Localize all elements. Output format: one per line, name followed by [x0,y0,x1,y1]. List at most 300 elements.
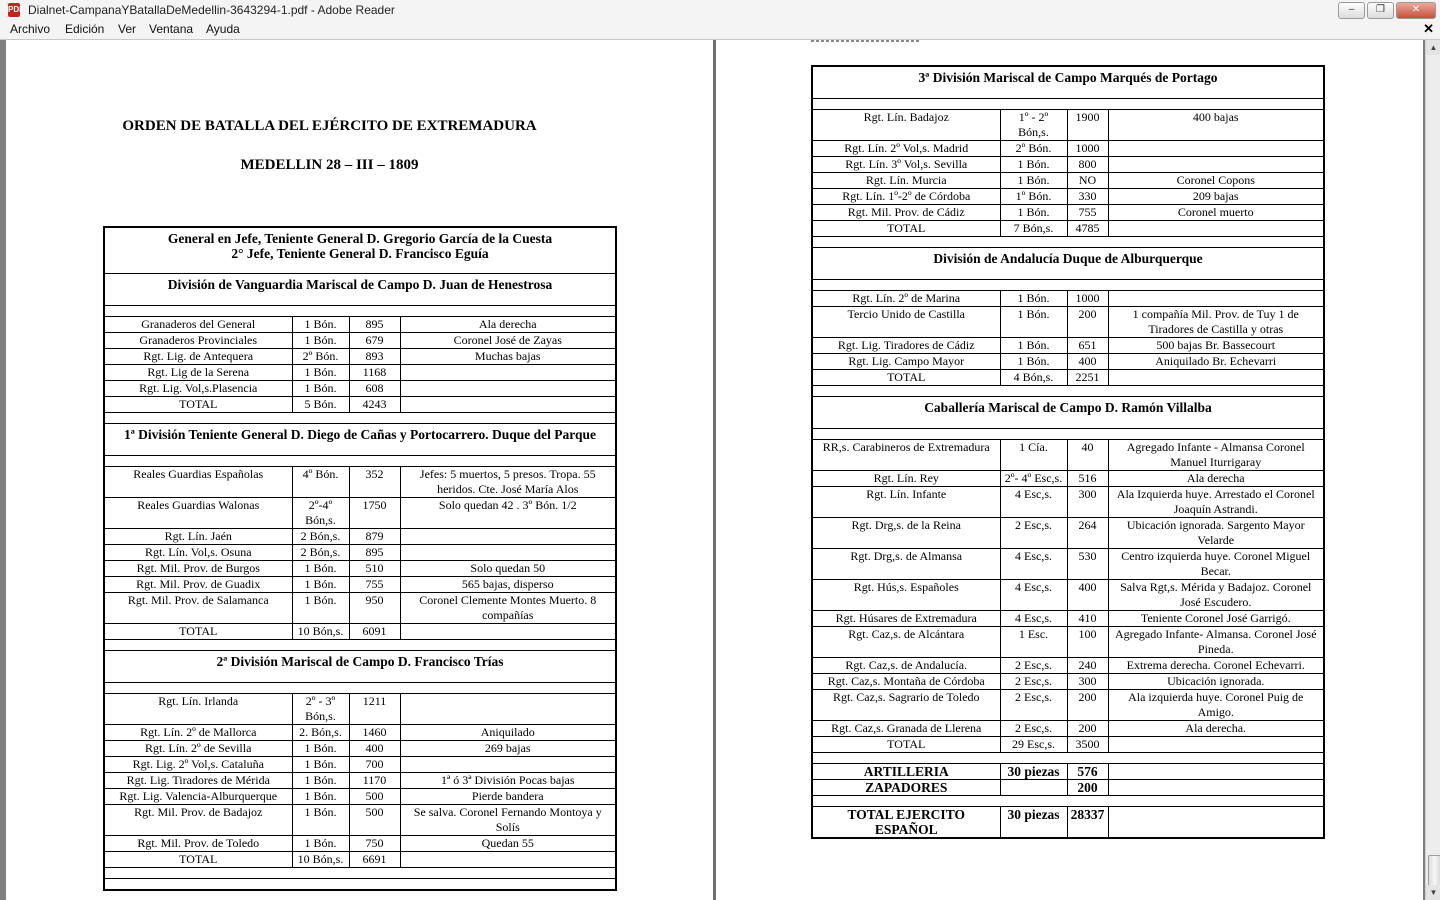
battalions-cell: 5 Bón. [292,397,349,413]
battalions-cell: 1 Bón. [292,773,349,789]
notes-cell [1108,370,1324,386]
notes-cell [1108,141,1324,157]
division-header-row [812,397,1324,429]
menu-ayuda[interactable]: Ayuda [206,22,240,36]
battalions-cell: 1 Bón. [1000,291,1067,307]
notes-cell [400,381,616,397]
strength-cell: 400 [1067,354,1108,370]
battalions-cell: 4 Esc,s. [1000,611,1067,627]
table-row [812,764,1324,780]
battalions-cell: 1 Bón. [292,365,349,381]
battalions-cell: 2 Bón,s. [292,529,349,545]
unit-name-cell: Rgt. Mil. Prov. de Salamanca [104,593,292,624]
pdf-page-right [716,40,1423,900]
scroll-down-icon[interactable]: ▼ [1426,885,1440,900]
table-row [812,690,1324,721]
menu-ventana[interactable]: Ventana [149,22,194,36]
strength-cell: 6691 [349,852,400,868]
unit-name-cell: Rgt. Lín. Irlanda [104,694,292,725]
notes-cell: Ubicación ignorada. [1108,674,1324,690]
command-row [104,227,616,274]
table-row [812,173,1324,189]
notes-cell: Ubicación ignorada. Sargento Mayor Velarde [1108,518,1324,549]
battalions-cell: 1 Bón. [292,757,349,773]
strength-cell: 400 [1067,580,1108,611]
unit-name-cell: Rgt. Caz,s. de Andalucía. [812,658,1000,674]
notes-cell [1108,737,1324,753]
notes-cell: Centro izquierda huye. Coronel Miguel Becar. [1108,549,1324,580]
notes-cell [1108,221,1324,237]
notes-cell: Coronel Copons [1108,173,1324,189]
strength-cell: 800 [1067,157,1108,173]
battalions-cell: 1 Bón. [292,577,349,593]
notes-cell [1108,764,1324,780]
unit-name-cell: Rgt. Lig. de Antequera [104,349,292,365]
unit-name-cell: Rgt. Lín. 3º Vol,s. Sevilla [812,157,1000,173]
notes-cell [400,852,616,868]
notes-cell: Ala derecha [1108,471,1324,487]
battalions-cell: 30 piezas [1000,807,1067,839]
battalions-cell: 1 Bón. [1000,173,1067,189]
strength-cell: 679 [349,333,400,349]
battalions-cell: 4 Esc,s. [1000,580,1067,611]
order-of-battle-table-left [103,226,617,891]
table-row [812,141,1324,157]
spacer-cell [104,868,616,879]
notes-cell [1108,157,1324,173]
table-row [104,725,616,741]
unit-name-cell: Rgt. Lig. Tiradores de Mérida [104,773,292,789]
battalions-cell: 2 Esc,s. [1000,674,1067,690]
strength-cell: 1211 [349,694,400,725]
strength-cell: 608 [349,381,400,397]
table-row [104,529,616,545]
strength-cell: 1170 [349,773,400,789]
strength-cell: 200 [1067,780,1108,796]
strength-cell: 200 [1067,721,1108,737]
battalions-cell: 1 Esc. [1000,627,1067,658]
notes-cell: Ala Izquierda huye. Arrestado el Coronel Joaquín Astrandi. [1108,487,1324,518]
notes-cell: 500 bajas Br. Bassecourt [1108,338,1324,354]
battalions-cell: 1 Bón. [1000,354,1067,370]
adobe-reader-icon: PDF [8,3,20,17]
unit-name-cell: Rgt. Caz,s. Sagrario de Toledo [812,690,1000,721]
strength-cell: 895 [349,545,400,561]
battalions-cell: 1 Bón. [1000,205,1067,221]
battalions-cell: 2. Bón,s. [292,725,349,741]
battalions-cell: 1 Bón. [292,561,349,577]
window-controls [1338,2,1436,19]
table-row [812,471,1324,487]
strength-cell: 750 [349,836,400,852]
notes-cell: Salva Rgt,s. Mérida y Badajoz. Coronel José Escudero. [1108,580,1324,611]
unit-name-cell: Rgt. Lín. Vol,s. Osuna [104,545,292,561]
strength-cell: NO [1067,173,1108,189]
table-row [812,674,1324,690]
minimize-button[interactable]: – [1338,2,1365,19]
battalions-cell: 2º Bón. [292,349,349,365]
unit-name-cell: Rgt. Lín. Infante [812,487,1000,518]
unit-name-cell: Rgt. Lig. Tiradores de Cádiz [812,338,1000,354]
spacer-cell [812,386,1324,397]
unit-name-cell: Rgt. Lig de la Serena [104,365,292,381]
battalions-cell: 1 Bón. [292,741,349,757]
unit-name-cell: Rgt. Lín. Murcia [812,173,1000,189]
table-row [812,780,1324,796]
division-header-row [812,248,1324,280]
spacer-row [812,753,1324,764]
spacer-cell [812,237,1324,248]
unit-name-cell: Rgt. Lín. Jaén [104,529,292,545]
spacer-cell [104,640,616,651]
table-row [812,189,1324,205]
battalions-cell: 2º Bón. [1000,141,1067,157]
table-row [812,370,1324,386]
table-row [812,721,1324,737]
close-document-icon[interactable]: ✕ [1423,21,1434,36]
battalions-cell: 1 Bón. [1000,157,1067,173]
strength-cell: 1000 [1067,291,1108,307]
notes-cell: Solo quedan 42 . 3º Bón. 1/2 [400,498,616,529]
unit-name-cell: Rgt. Lín. Rey [812,471,1000,487]
table-row [812,338,1324,354]
section-header: 1ª División Teniente General D. Diego de Cañas y Portocarrero. Duque del Parque [104,424,616,456]
notes-cell: 269 bajas [400,741,616,757]
table-row [104,852,616,868]
table-row [104,467,616,498]
window-titlebar [0,0,1440,21]
notes-cell [400,545,616,561]
notes-cell: 209 bajas [1108,189,1324,205]
strength-cell: 700 [349,757,400,773]
spacer-row [812,429,1324,440]
table-row [104,593,616,624]
spacer-row [104,868,616,879]
notes-cell [400,529,616,545]
notes-cell [400,757,616,773]
table-row [812,307,1324,338]
command-line: 2° Jefe, Teniente General D. Francisco Eguía [231,246,489,261]
unit-name-cell: TOTAL [104,624,292,640]
strength-cell: 330 [1067,189,1108,205]
notes-cell: Ala derecha. [1108,721,1324,737]
strength-cell: 28337 [1067,807,1108,839]
strength-cell: 530 [1067,549,1108,580]
strength-cell: 1750 [349,498,400,529]
battalions-cell: 7 Bón,s. [1000,221,1067,237]
battalions-cell: 2 Esc,s. [1000,658,1067,674]
notes-cell: Coronel José de Zayas [400,333,616,349]
table-row [104,757,616,773]
battalions-cell: 10 Bón,s. [292,852,349,868]
unit-name-cell: Rgt. Lig. Campo Mayor [812,354,1000,370]
table-row [812,487,1324,518]
unit-name-cell: RR,s. Carabineros de Extremadura [812,440,1000,471]
strength-cell: 200 [1067,690,1108,721]
table-row [104,317,616,333]
notes-cell: Agregado Infante- Almansa. Coronel José Pineda. [1108,627,1324,658]
division-header-row [104,651,616,683]
strength-cell: 1460 [349,725,400,741]
spacer-cell [812,280,1324,291]
table-row [104,789,616,805]
strength-cell: 1900 [1067,110,1108,141]
unit-name-cell: Rgt. Caz,s. Granada de Llerena [812,721,1000,737]
notes-cell [1108,291,1324,307]
section-header: División de Vanguardia Mariscal de Campo D. Juan de Henestrosa [104,274,616,306]
section-header: 2ª División Mariscal de Campo D. Francisco Trías [104,651,616,683]
unit-name-cell: Rgt. Lín. 2º de Mallorca [104,725,292,741]
battalions-cell: 2 Bón,s. [292,545,349,561]
unit-name-cell: Rgt. Lín. 2º de Marina [812,291,1000,307]
notes-cell [400,397,616,413]
table-row [104,741,616,757]
window-title: Dialnet-CampanaYBatallaDeMedellin-3643294-1.pdf - Adobe Reader [28,3,395,17]
table-row [812,518,1324,549]
battalions-cell: 30 piezas [1000,764,1067,780]
battalions-cell: 2º- 4º Esc,s. [1000,471,1067,487]
unit-name-cell: Rgt. Drg,s. de Almansa [812,549,1000,580]
table-row [812,291,1324,307]
battalions-cell: 1 Bón. [292,381,349,397]
unit-name-cell: Rgt. Hús,s. Españoles [812,580,1000,611]
strength-cell: 352 [349,467,400,498]
battalions-cell: 1 Bón. [292,593,349,624]
table-row [812,110,1324,141]
division-header-row [104,424,616,456]
scroll-up-icon[interactable]: ▲ [1426,40,1440,55]
strength-cell: 500 [349,805,400,836]
notes-cell: Aniquilado Br. Echevarri [1108,354,1324,370]
battalions-cell: 1 Bón. [1000,338,1067,354]
battalions-cell: 4º Bón. [292,467,349,498]
spacer-row [812,280,1324,291]
table-row [812,221,1324,237]
strength-cell: 1168 [349,365,400,381]
table-row [104,397,616,413]
table-row [104,349,616,365]
restore-button[interactable]: ❐ [1367,2,1394,19]
unit-name-cell: Rgt. Mil. Prov. de Toledo [104,836,292,852]
notes-cell: Muchas bajas [400,349,616,365]
battalions-cell: 4 Esc,s. [1000,549,1067,580]
battalions-cell: 1º Bón. [1000,189,1067,205]
unit-name-cell: Rgt. Drg,s. de la Reina [812,518,1000,549]
strength-cell: 300 [1067,674,1108,690]
spacer-cell [812,429,1324,440]
section-header: 3ª División Mariscal de Campo Marqués de Portago [812,66,1324,99]
spacer-cell [812,99,1324,110]
table-row [812,737,1324,753]
notes-cell: Quedan 55 [400,836,616,852]
table-row [812,549,1324,580]
spacer-row [104,879,616,891]
notes-cell: Teniente Coronel José Garrigó. [1108,611,1324,627]
spacer-cell [104,456,616,467]
menu-archivo[interactable]: Archivo [10,22,51,36]
unit-name-cell: Rgt. Lín. 2º Vol,s. Madrid [812,141,1000,157]
unit-name-cell: Rgt. Caz,s. de Alcántara [812,627,1000,658]
table-row [104,333,616,349]
battalions-cell: 2 Esc,s. [1000,518,1067,549]
notes-cell: 1ª ó 3ª División Pocas bajas [400,773,616,789]
battalions-cell: 2º - 3º Bón,s. [292,694,349,725]
notes-cell: Coronel muerto [1108,205,1324,221]
unit-name-cell: TOTAL [104,852,292,868]
strength-cell: 2251 [1067,370,1108,386]
notes-cell: 1 compañía Mil. Prov. de Tuy 1 de Tiradores de Castilla y otras [1108,307,1324,338]
strength-cell: 40 [1067,440,1108,471]
strength-cell: 300 [1067,487,1108,518]
strength-cell: 400 [349,741,400,757]
notes-cell: Solo quedan 50 [400,561,616,577]
battalions-cell: 1 Bón. [292,789,349,805]
spacer-cell [104,879,616,891]
battalions-cell: 29 Esc,s. [1000,737,1067,753]
strength-cell: 755 [349,577,400,593]
spacer-row [812,99,1324,110]
table-row [104,381,616,397]
notes-cell: 400 bajas [1108,110,1324,141]
vertical-scrollbar[interactable] [1425,40,1440,900]
spacer-row [104,413,616,424]
battalions-cell: 1 Bón. [1000,307,1067,338]
notes-cell: Coronel Clemente Montes Muerto. 8 compañías [400,593,616,624]
document-title: ORDEN DE BATALLA DEL EJÉRCITO DE EXTREMADURA [122,118,537,134]
section-header: División de Andalucía Duque de Alburquerque [812,248,1324,280]
notes-cell: Aniquilado [400,725,616,741]
table-row [812,658,1324,674]
spacer-cell [812,753,1324,764]
notes-cell [400,624,616,640]
unit-name-cell: Rgt. Lig. 2º Vol,s. Cataluña [104,757,292,773]
scroll-thumb[interactable] [1428,855,1440,889]
strength-cell: 516 [1067,471,1108,487]
division-header-row [812,66,1324,99]
battalions-cell: 1 Bón. [292,836,349,852]
unit-name-cell: Rgt. Húsares de Extremadura [812,611,1000,627]
notes-cell: Ala derecha [400,317,616,333]
strength-cell: 4785 [1067,221,1108,237]
unit-name-cell: Rgt. Mil. Prov. de Cádiz [812,205,1000,221]
battalions-cell: 1 Bón. [292,333,349,349]
table-row [812,611,1324,627]
order-of-battle-table-right [811,65,1325,839]
table-row [104,773,616,789]
menu-ver[interactable]: Ver [118,22,137,36]
battalions-cell: 2 Esc,s. [1000,721,1067,737]
spacer-row [812,796,1324,807]
table-row [812,354,1324,370]
unit-name-cell: Granaderos Provinciales [104,333,292,349]
strength-cell: 100 [1067,627,1108,658]
command-header [104,227,616,274]
notes-cell: 565 bajas, disperso [400,577,616,593]
unit-name-cell: ARTILLERIA [812,764,1000,780]
table-row [812,205,1324,221]
spacer-cell [104,413,616,424]
notes-cell: Extrema derecha. Coronel Echevarri. [1108,658,1324,674]
battalions-cell: 10 Bón,s. [292,624,349,640]
menu-edicion[interactable]: Edición [65,22,105,36]
table-row [104,577,616,593]
strength-cell: 651 [1067,338,1108,354]
strength-cell: 6091 [349,624,400,640]
table-row [104,545,616,561]
spacer-row [812,237,1324,248]
strength-cell: 500 [349,789,400,805]
unit-name-cell: TOTAL EJERCITO ESPAÑOL [812,807,1000,839]
table-row [104,836,616,852]
strength-cell: 879 [349,529,400,545]
notes-cell: Pierde bandera [400,789,616,805]
strength-cell: 410 [1067,611,1108,627]
menu-bar [0,20,1440,40]
notes-cell [400,694,616,725]
table-row [104,365,616,381]
unit-name-cell: Reales Guardias Walonas [104,498,292,529]
battalions-cell: 2º-4º Bón,s. [292,498,349,529]
unit-name-cell: Rgt. Lig. Vol,s.Plasencia [104,381,292,397]
table-row [812,627,1324,658]
strength-cell: 895 [349,317,400,333]
spacer-cell [104,683,616,694]
notes-cell: Se salva. Coronel Fernando Montoya y Solís [400,805,616,836]
unit-name-cell: Rgt. Lín. 2º de Sevilla [104,741,292,757]
close-window-button[interactable]: ✕ [1396,2,1436,19]
table-row [104,694,616,725]
notes-cell: Jefes: 5 muertos, 5 presos. Tropa. 55 heridos. Cte. José María Alos [400,467,616,498]
unit-name-cell: Reales Guardias Españolas [104,467,292,498]
unit-name-cell: TOTAL [812,221,1000,237]
spacer-row [104,306,616,317]
strength-cell: 1000 [1067,141,1108,157]
battalions-cell [1000,780,1067,796]
unit-name-cell: Rgt. Caz,s. Montaña de Córdoba [812,674,1000,690]
notes-cell [1108,807,1324,839]
section-header: Caballería Mariscal de Campo D. Ramón Villalba [812,397,1324,429]
command-line: General en Jefe, Teniente General D. Gregorio García de la Cuesta [167,231,553,246]
strength-cell: 3500 [1067,737,1108,753]
document-subtitle: MEDELLIN 28 – III – 1809 [240,157,419,173]
notes-cell: Agregado Infante - Almansa Coronel Manuel Iturrigaray [1108,440,1324,471]
spacer-cell [812,796,1324,807]
battalions-cell: 4 Bón,s. [1000,370,1067,386]
table-row [104,624,616,640]
strength-cell: 510 [349,561,400,577]
table-row [104,805,616,836]
notes-cell [400,365,616,381]
spacer-row [812,386,1324,397]
strength-cell: 4243 [349,397,400,413]
page-edge-marks [811,40,921,42]
table-row [812,580,1324,611]
strength-cell: 950 [349,593,400,624]
table-row [812,440,1324,471]
unit-name-cell: ZAPADORES [812,780,1000,796]
table-row [812,807,1324,839]
spacer-cell [104,306,616,317]
table-row [104,498,616,529]
notes-cell: Ala izquierda huye. Coronel Puig de Amigo. [1108,690,1324,721]
spacer-row [104,456,616,467]
strength-cell: 240 [1067,658,1108,674]
strength-cell: 264 [1067,518,1108,549]
strength-cell: 755 [1067,205,1108,221]
unit-name-cell: Rgt. Mil. Prov. de Guadix [104,577,292,593]
unit-name-cell: Tercio Unido de Castilla [812,307,1000,338]
battalions-cell: 1 Cía. [1000,440,1067,471]
